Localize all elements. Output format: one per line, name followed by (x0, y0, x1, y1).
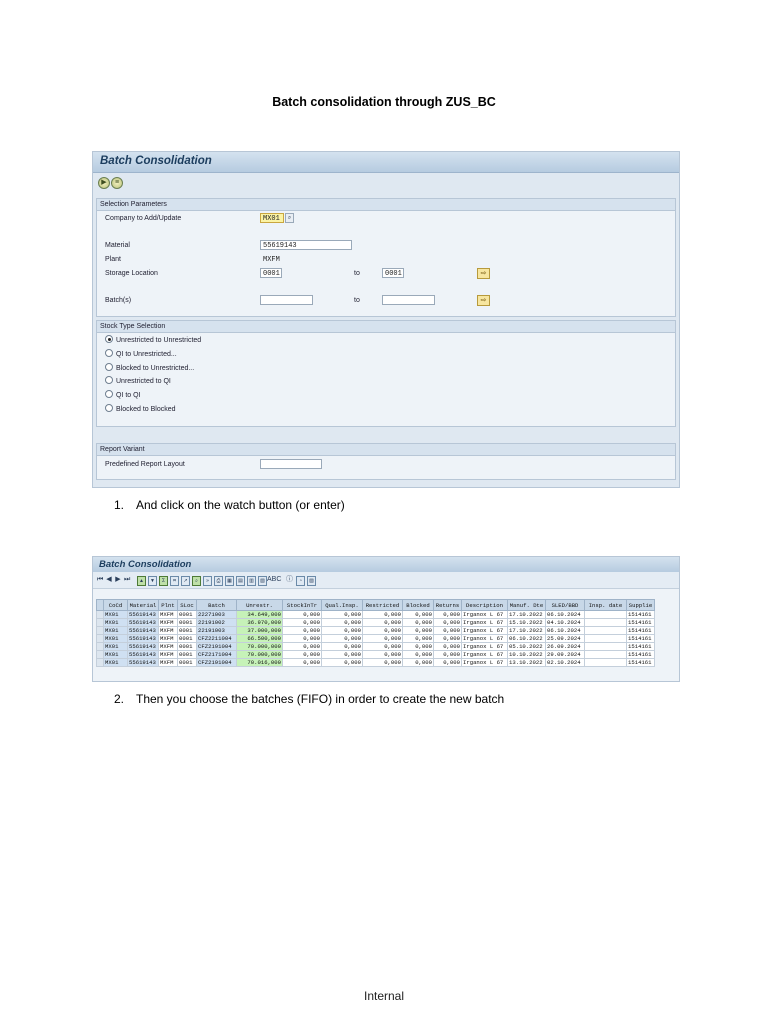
step-2-text: Then you choose the batches (FIFO) in order to create the new batch (136, 692, 505, 706)
table-row[interactable] (97, 611, 655, 619)
storage-to-input[interactable]: 0001 (382, 268, 404, 278)
table-cell: 0,000 (363, 643, 403, 651)
table-cell: Irganox L 67 (462, 635, 508, 643)
report-layout-label: Predefined Report Layout (105, 461, 185, 468)
table-cell: 0,000 (363, 635, 403, 643)
table-cell: 0,000 (283, 627, 322, 635)
material-input[interactable]: 55619143 (260, 240, 352, 250)
table-cell: Irganox L 67 (462, 659, 508, 667)
table-cell: Irganox L 67 (462, 619, 508, 627)
column-header[interactable]: Blocked (403, 600, 434, 611)
column-header[interactable]: Manuf. Dte (508, 600, 546, 611)
column-header[interactable]: Qual.Insp. (322, 600, 363, 611)
table-cell: 34.649,000 (237, 611, 283, 619)
table-cell: MXFM (159, 635, 178, 643)
next-page-icon[interactable]: ▶ (115, 576, 121, 583)
export-icon[interactable]: ↗ (181, 576, 190, 586)
radio-option[interactable]: Blocked to Blocked (105, 405, 176, 416)
table-cell: 55619143 (128, 643, 159, 651)
table-cell: 55619143 (128, 619, 159, 627)
table-cell: 22191003 (197, 627, 237, 635)
table-cell: 37.000,000 (237, 627, 283, 635)
table-cell: MXFM (159, 611, 178, 619)
row-selector[interactable] (97, 627, 104, 635)
table-cell: 0,000 (363, 619, 403, 627)
table-cell: 0001 (178, 651, 197, 659)
table-cell: 10.10.2022 (508, 651, 546, 659)
storage-location-label: Storage Location (105, 270, 158, 277)
company-label: Company to Add/Update (105, 215, 182, 222)
table-cell: MXFM (159, 651, 178, 659)
find-icon[interactable]: ⌕ (192, 576, 201, 586)
multiple-selection-icon[interactable]: ⇨ (477, 295, 490, 306)
table-cell: 0,000 (434, 659, 462, 667)
row-selector[interactable] (97, 611, 104, 619)
table-cell: 22271003 (197, 611, 237, 619)
table-cell: 06.10.2024 (546, 627, 585, 635)
print-icon[interactable]: ⎙ (214, 576, 223, 586)
table-cell: 0,000 (283, 619, 322, 627)
sort-asc-icon[interactable]: ▲ (137, 576, 146, 586)
column-header[interactable]: Restricted (363, 600, 403, 611)
table-cell: 1514161 (627, 651, 655, 659)
table-cell: 55619143 (128, 635, 159, 643)
table-cell: 0,000 (403, 643, 434, 651)
table-cell: MX01 (104, 659, 128, 667)
table-row[interactable] (97, 651, 655, 659)
table-cell: 04.10.2024 (546, 619, 585, 627)
prev-page-icon[interactable]: ◀ (106, 576, 112, 583)
document-title: Batch consolidation through ZUS_BC (272, 95, 496, 109)
table-cell: 1514161 (627, 659, 655, 667)
table-cell: 22191002 (197, 619, 237, 627)
table-cell: 70.000,000 (237, 651, 283, 659)
table-cell (585, 635, 627, 643)
table-cell: 55619143 (128, 651, 159, 659)
step-1-text: And click on the watch button (or enter) (136, 498, 345, 512)
search-help-icon[interactable]: ⌕ (285, 213, 294, 223)
table-cell: 1514161 (627, 611, 655, 619)
table-cell: 15.10.2022 (508, 619, 546, 627)
table-cell: MX01 (104, 643, 128, 651)
radio-option[interactable]: Unrestricted to Unrestricted (105, 336, 201, 347)
to-label: to (354, 270, 360, 277)
column-header[interactable]: SLoc (178, 600, 197, 611)
footer-classification: Internal (363, 989, 405, 1003)
table-cell: 06.10.2024 (546, 611, 585, 619)
save-layout-icon[interactable]: ▤ (236, 576, 245, 586)
table-cell: 0,000 (322, 659, 363, 667)
table-cell: 70.016,000 (237, 659, 283, 667)
table-cell: Irganox L 67 (462, 611, 508, 619)
table-cell: MXFM (159, 627, 178, 635)
table-cell: 0,000 (434, 635, 462, 643)
table-cell: CFZ2171004 (197, 651, 237, 659)
table-cell: 0001 (178, 619, 197, 627)
word-icon[interactable]: ▧ (258, 576, 267, 586)
table-cell: 13.10.2022 (508, 659, 546, 667)
selection-parameters-group (96, 198, 676, 317)
storage-from-input[interactable]: 0001 (260, 268, 282, 278)
sum-icon[interactable]: Σ (159, 576, 168, 586)
table-cell: 0,000 (322, 627, 363, 635)
radio-option[interactable]: QI to QI (105, 391, 141, 402)
radio-icon[interactable] (105, 376, 113, 384)
table-cell: 29.09.2024 (546, 651, 585, 659)
table-cell (585, 611, 627, 619)
table-cell: 0,000 (363, 627, 403, 635)
table-cell: MXFM (159, 659, 178, 667)
screen-title-bar (93, 152, 679, 173)
table-cell: 0,000 (403, 611, 434, 619)
step-2-number: 2. (114, 692, 125, 706)
table-row[interactable] (97, 635, 655, 643)
find-next-icon[interactable]: » (203, 576, 212, 586)
table-cell: 0001 (178, 643, 197, 651)
plant-value: MXFM (260, 254, 282, 264)
table-cell: 70.000,000 (237, 643, 283, 651)
table-cell: CFZ2211004 (197, 635, 237, 643)
table-cell: 0,000 (322, 651, 363, 659)
batch-label: Batch(s) (105, 297, 132, 304)
filter-icon[interactable]: ▼ (148, 576, 157, 586)
table-cell: 1514161 (627, 619, 655, 627)
radio-selected-icon[interactable] (105, 335, 113, 343)
batch-from-input[interactable] (260, 295, 313, 305)
table-cell: 0,000 (363, 659, 403, 667)
table-cell: 0,000 (403, 627, 434, 635)
step-1-number: 1. (114, 498, 125, 512)
column-header[interactable]: Returns (434, 600, 462, 611)
table-cell: 66.500,000 (237, 635, 283, 643)
last-page-icon[interactable]: ⏭ (124, 576, 131, 583)
radio-option[interactable]: Unrestricted to QI (105, 377, 171, 388)
table-cell: Irganox L 67 (462, 651, 508, 659)
table-cell: 0001 (178, 635, 197, 643)
column-header[interactable]: SLED/BBD (546, 600, 585, 611)
column-header[interactable]: CoCd (104, 600, 128, 611)
column-header[interactable]: Description (462, 600, 508, 611)
row-selector[interactable] (97, 619, 104, 627)
stock-type-group (96, 320, 676, 427)
multiple-selection-icon[interactable]: ⇨ (477, 268, 490, 279)
column-header[interactable]: Plnt (159, 600, 178, 611)
radio-icon[interactable] (105, 349, 113, 357)
table-cell: MX01 (104, 635, 128, 643)
table-cell: CFZ2191004 (197, 659, 237, 667)
table-cell: 1514161 (627, 627, 655, 635)
table-cell: 0,000 (322, 611, 363, 619)
get-variant-icon[interactable]: ≡ (111, 177, 123, 189)
table-cell: 0,000 (322, 619, 363, 627)
layout-icon[interactable]: ▦ (225, 576, 234, 586)
table-cell: MX01 (104, 619, 128, 627)
table-cell: 02.10.2024 (546, 659, 585, 667)
table-cell: MX01 (104, 611, 128, 619)
table-cell: 0001 (178, 611, 197, 619)
table-cell: 0,000 (283, 643, 322, 651)
table-cell (585, 643, 627, 651)
company-input[interactable]: MX01 (260, 213, 284, 223)
abc-analysis-icon[interactable]: ▨ (307, 576, 316, 586)
table-cell: 0,000 (403, 651, 434, 659)
table-cell: 0,000 (434, 651, 462, 659)
batch-to-input[interactable] (382, 295, 435, 305)
radio-icon[interactable] (105, 404, 113, 412)
table-cell (585, 627, 627, 635)
table-cell: Irganox L 67 (462, 643, 508, 651)
row-selector[interactable] (97, 651, 104, 659)
graphic-icon[interactable]: ◔ (296, 576, 305, 586)
result-list-screenshot (92, 556, 680, 682)
table-cell: 17.10.2022 (508, 627, 546, 635)
table-cell: Irganox L 67 (462, 627, 508, 635)
to-label: to (354, 297, 360, 304)
table-row[interactable] (97, 659, 655, 667)
column-header[interactable]: Batch (197, 600, 237, 611)
table-cell: MXFM (159, 643, 178, 651)
screen-title-bar (93, 557, 679, 573)
column-header[interactable]: Unrestr. (237, 600, 283, 611)
column-header[interactable]: StockInTr (283, 600, 322, 611)
table-cell: 0001 (178, 627, 197, 635)
table-cell: CFZ2191004 (197, 643, 237, 651)
plant-label: Plant (105, 256, 121, 263)
table-cell: MX01 (104, 627, 128, 635)
table-cell: 0,000 (363, 611, 403, 619)
group-header: Report Variant (97, 444, 675, 456)
info-icon[interactable]: ⓘ (286, 576, 293, 583)
table-cell: 1514161 (627, 643, 655, 651)
table-cell: 0,000 (403, 659, 434, 667)
table-cell: 0,000 (322, 643, 363, 651)
group-header: Stock Type Selection (97, 321, 675, 333)
first-page-icon[interactable]: ⏮ (97, 576, 104, 583)
table-cell: MX01 (104, 651, 128, 659)
batch-table (96, 599, 655, 667)
table-cell: 0001 (178, 659, 197, 667)
table-cell: MXFM (159, 619, 178, 627)
screen-title: Batch Consolidation (99, 559, 192, 570)
row-selector[interactable] (97, 635, 104, 643)
table-cell: 0,000 (434, 611, 462, 619)
table-cell: 06.10.2022 (508, 635, 546, 643)
screen-title: Batch Consolidation (100, 155, 212, 167)
table-cell: 55619143 (128, 627, 159, 635)
report-variant-group (96, 443, 676, 480)
table-cell (585, 619, 627, 627)
table-cell: 0,000 (283, 659, 322, 667)
execute-icon[interactable]: ▶ (98, 177, 110, 189)
table-cell: 0,000 (363, 651, 403, 659)
table-cell: 0,000 (283, 635, 322, 643)
table-cell (585, 651, 627, 659)
table-cell: 0,000 (434, 627, 462, 635)
column-header[interactable]: Supplie (627, 600, 655, 611)
select-all-header[interactable] (97, 600, 104, 611)
table-cell: 55619143 (128, 611, 159, 619)
table-cell: 0,000 (322, 635, 363, 643)
table-cell: 0,000 (403, 619, 434, 627)
table-cell: 55619143 (128, 659, 159, 667)
radio-option[interactable]: QI to Unrestricted... (105, 350, 177, 361)
table-cell: 36.970,000 (237, 619, 283, 627)
table-cell: 1514161 (627, 635, 655, 643)
radio-option[interactable]: Blocked to Unrestricted... (105, 364, 194, 375)
table-row[interactable] (97, 643, 655, 651)
row-selector[interactable] (97, 643, 104, 651)
table-cell: 0,000 (403, 635, 434, 643)
table-cell: 0,000 (434, 643, 462, 651)
table-row[interactable] (97, 619, 655, 627)
alv-toolbar (93, 572, 679, 589)
table-cell: 25.09.2024 (546, 635, 585, 643)
group-header: Selection Parameters (97, 199, 675, 211)
table-cell: 17.10.2022 (508, 611, 546, 619)
table-cell: 05.10.2022 (508, 643, 546, 651)
row-selector[interactable] (97, 659, 104, 667)
table-cell (585, 659, 627, 667)
abc-icon[interactable]: ABC (267, 576, 282, 583)
spreadsheet-icon[interactable]: ▥ (247, 576, 256, 586)
table-cell: 26.09.2024 (546, 643, 585, 651)
table-header-row (97, 600, 655, 611)
table-row[interactable] (97, 627, 655, 635)
table-cell: 0,000 (283, 611, 322, 619)
report-layout-input[interactable] (260, 459, 322, 469)
material-label: Material (105, 242, 130, 249)
selection-screen-screenshot (92, 151, 680, 488)
column-header[interactable]: Material (128, 600, 159, 611)
radio-icon[interactable] (105, 363, 113, 371)
subtotal-icon[interactable]: ⌗ (170, 576, 179, 586)
radio-icon[interactable] (105, 390, 113, 398)
table-cell: 0,000 (434, 619, 462, 627)
column-header[interactable]: Insp. date (585, 600, 627, 611)
table-cell: 0,000 (283, 651, 322, 659)
